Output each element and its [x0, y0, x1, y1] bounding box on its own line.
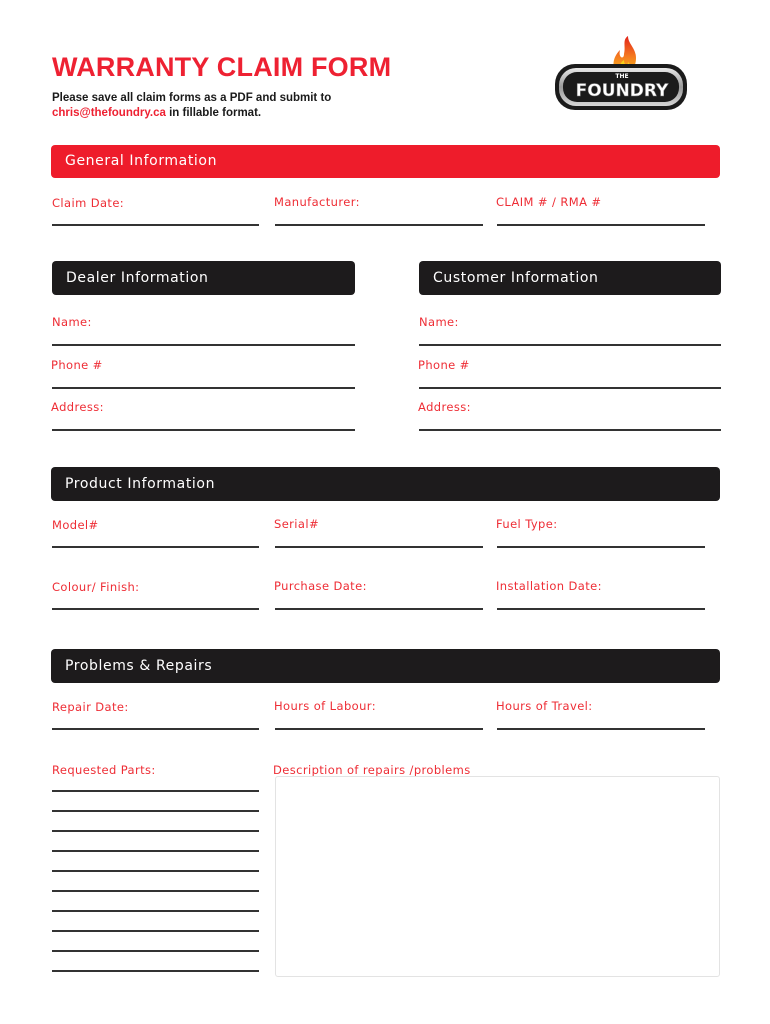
- claim-date-label: Claim Date:: [52, 196, 125, 210]
- claim-rma-label: CLAIM # / RMA #: [496, 195, 602, 209]
- hours-labour-label: Hours of Labour:: [274, 699, 376, 713]
- claim-date-field[interactable]: [52, 224, 259, 226]
- manufacturer-label: Manufacturer:: [274, 195, 360, 209]
- colour-finish-label: Colour/ Finish:: [52, 580, 140, 594]
- form-title: WARRANTY CLAIM FORM: [52, 52, 392, 82]
- instructions-rest: in fillable format.: [165, 107, 262, 119]
- customer-name-field[interactable]: [419, 344, 721, 346]
- submission-instructions: [52, 91, 331, 121]
- description-textarea[interactable]: [275, 776, 720, 977]
- claim-rma-field[interactable]: [497, 224, 705, 226]
- logo-brand-text: FOUNDRY: [575, 81, 669, 101]
- requested-parts-line[interactable]: [52, 790, 259, 792]
- model-label: Model#: [52, 518, 99, 532]
- description-label: Description of repairs /problems: [273, 763, 471, 777]
- section-customer-information: Customer Information: [419, 261, 721, 295]
- requested-parts-line[interactable]: [52, 890, 259, 892]
- requested-parts-line[interactable]: [52, 810, 259, 812]
- section-dealer-information: Dealer Information: [52, 261, 355, 295]
- installation-date-label: Installation Date:: [496, 579, 602, 593]
- requested-parts-line[interactable]: [52, 950, 259, 952]
- dealer-phone-label: Phone #: [51, 358, 103, 372]
- dealer-address-label: Address:: [51, 400, 104, 414]
- requested-parts-line[interactable]: [52, 870, 259, 872]
- dealer-phone-field[interactable]: [52, 387, 355, 389]
- foundry-logo: [552, 34, 692, 116]
- hours-labour-field[interactable]: [275, 728, 483, 730]
- serial-label: Serial#: [274, 517, 319, 531]
- logo-small-text: THE: [615, 73, 629, 80]
- requested-parts-line[interactable]: [52, 830, 259, 832]
- hours-travel-label: Hours of Travel:: [496, 699, 593, 713]
- dealer-address-field[interactable]: [52, 429, 355, 431]
- customer-address-field[interactable]: [419, 429, 721, 431]
- requested-parts-line[interactable]: [52, 930, 259, 932]
- submit-email-link[interactable]: chris@thefoundry.ca: [52, 107, 166, 119]
- section-general-information: General Information: [51, 145, 720, 178]
- customer-phone-field[interactable]: [419, 387, 721, 389]
- foundry-logo-graphic: [552, 34, 692, 116]
- requested-parts-line[interactable]: [52, 970, 259, 972]
- customer-name-label: Name:: [419, 315, 459, 329]
- requested-parts-line[interactable]: [52, 850, 259, 852]
- installation-date-field[interactable]: [497, 608, 705, 610]
- repair-date-field[interactable]: [52, 728, 259, 730]
- fuel-type-field[interactable]: [497, 546, 705, 548]
- instructions-line1: Please save all claim forms as a PDF and submit to: [52, 92, 332, 104]
- customer-phone-label: Phone #: [418, 358, 470, 372]
- dealer-name-field[interactable]: [52, 344, 355, 346]
- requested-parts-line[interactable]: [52, 910, 259, 912]
- model-field[interactable]: [52, 546, 259, 548]
- instructions-line2: [52, 106, 331, 121]
- section-product-information: Product Information: [51, 467, 720, 501]
- serial-field[interactable]: [275, 546, 483, 548]
- manufacturer-field[interactable]: [275, 224, 483, 226]
- purchase-date-label: Purchase Date:: [274, 579, 367, 593]
- requested-parts-label: Requested Parts:: [52, 763, 156, 777]
- section-problems-repairs: Problems & Repairs: [51, 649, 720, 683]
- dealer-name-label: Name:: [52, 315, 92, 329]
- fuel-type-label: Fuel Type:: [496, 517, 558, 531]
- hours-travel-field[interactable]: [497, 728, 705, 730]
- customer-address-label: Address:: [418, 400, 471, 414]
- colour-finish-field[interactable]: [52, 608, 259, 610]
- purchase-date-field[interactable]: [275, 608, 483, 610]
- repair-date-label: Repair Date:: [52, 700, 129, 714]
